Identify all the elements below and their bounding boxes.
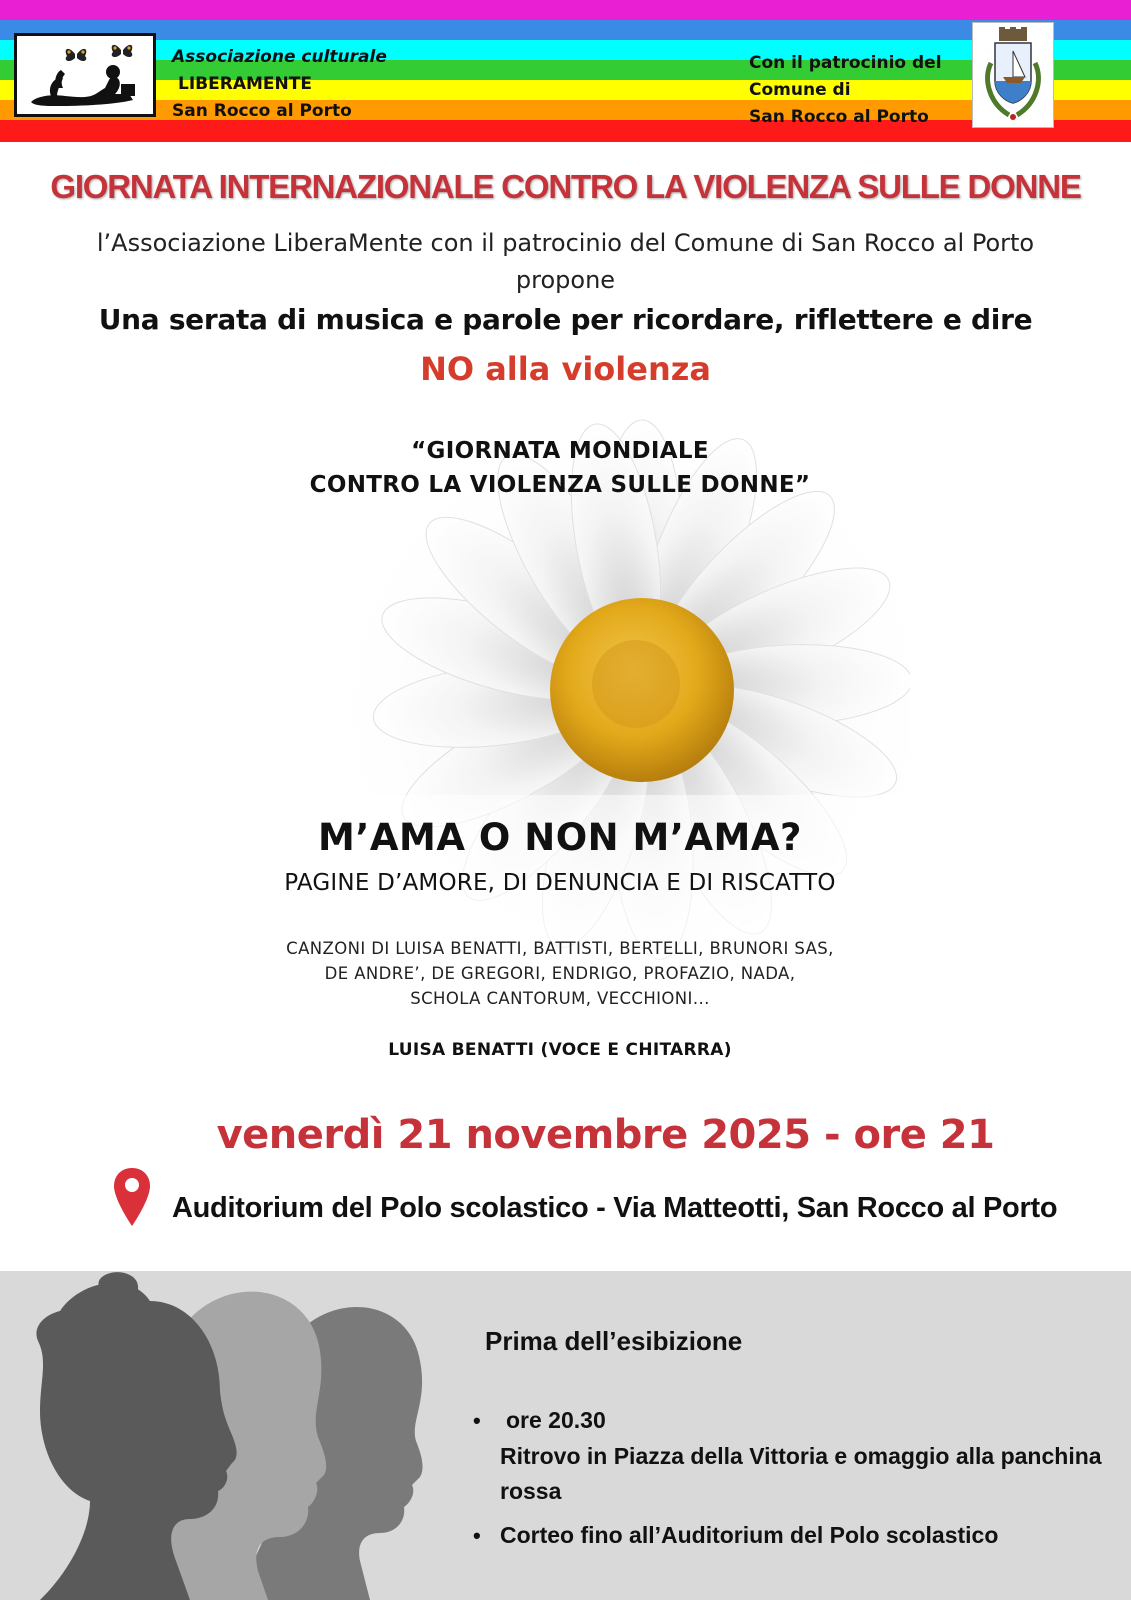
performer: LUISA BENATTI (VOCE E CHITARRA) (388, 1040, 732, 1060)
highlight-text: NO alla violenza (420, 350, 711, 388)
women-silhouettes-icon (0, 1271, 440, 1600)
association-line: Associazione culturale (172, 47, 387, 67)
show-subtitle: PAGINE D’AMORE, DI DENUNCIA E DI RISCATTO (284, 870, 836, 896)
songs-line: DE ANDRE’, DE GREGORI, ENDRIGO, PROFAZIO, NADA, (324, 964, 796, 983)
association-name (172, 44, 387, 125)
association-logo (14, 33, 156, 117)
songs-list (210, 936, 910, 1011)
map-pin-icon (112, 1166, 152, 1228)
reading-woman-butterflies-icon (17, 36, 153, 114)
association-line: San Rocco al Porto (172, 101, 352, 121)
schedule-list (470, 1403, 1110, 1553)
before-show-title: Prima dell’esibizione (485, 1326, 743, 1356)
list-item (470, 1403, 1110, 1509)
association-line: LIBERAMENTE (178, 74, 312, 94)
list-item (470, 1518, 1110, 1553)
patronage-line: Con il patrocinio del (749, 53, 942, 73)
municipal-crest (972, 22, 1054, 128)
schedule-text: Corteo fino all’Auditorium del Polo scolastico (500, 1522, 999, 1548)
patronage-line: Comune di (749, 80, 851, 100)
event-location: Auditorium del Polo scolastico - Via Matteotti, San Rocco al Porto (172, 1192, 1058, 1224)
intro-text (0, 225, 1131, 299)
poster-heading-line: “GIORNATA MONDIALE (411, 438, 709, 464)
poster-heading (210, 434, 910, 502)
municipal-crest-icon (973, 23, 1053, 127)
intro-line: propone (515, 266, 616, 294)
rainbow-header-band (0, 0, 1131, 142)
patronage-text (749, 50, 942, 131)
schedule-time: • ore 20.30 (506, 1407, 606, 1433)
schedule-text: Ritrovo in Piazza della Vittoria e omaggio alla panchina rossa (500, 1443, 1102, 1504)
event-subtitle: Una serata di musica e parole per ricordare, riflettere e dire (98, 303, 1033, 336)
songs-line: CANZONI DI LUISA BENATTI, BATTISTI, BERTELLI, BRUNORI SAS, (286, 939, 834, 958)
event-poster (210, 400, 910, 1090)
songs-line: SCHOLA CANTORUM, VECCHIONI... (410, 989, 710, 1008)
show-title: M’AMA O NON M’AMA? (318, 816, 802, 859)
intro-line: l’Associazione LiberaMente con il patrocinio del Comune di San Rocco al Porto (96, 229, 1035, 257)
patronage-line: San Rocco al Porto (749, 107, 929, 127)
page-title: GIORNATA INTERNAZIONALE CONTRO LA VIOLENZA SULLE DONNE (50, 168, 1081, 205)
poster-heading-line: CONTRO LA VIOLENZA SULLE DONNE” (309, 472, 811, 498)
event-date: venerdì 21 novembre 2025 - ore 21 (216, 1112, 995, 1158)
